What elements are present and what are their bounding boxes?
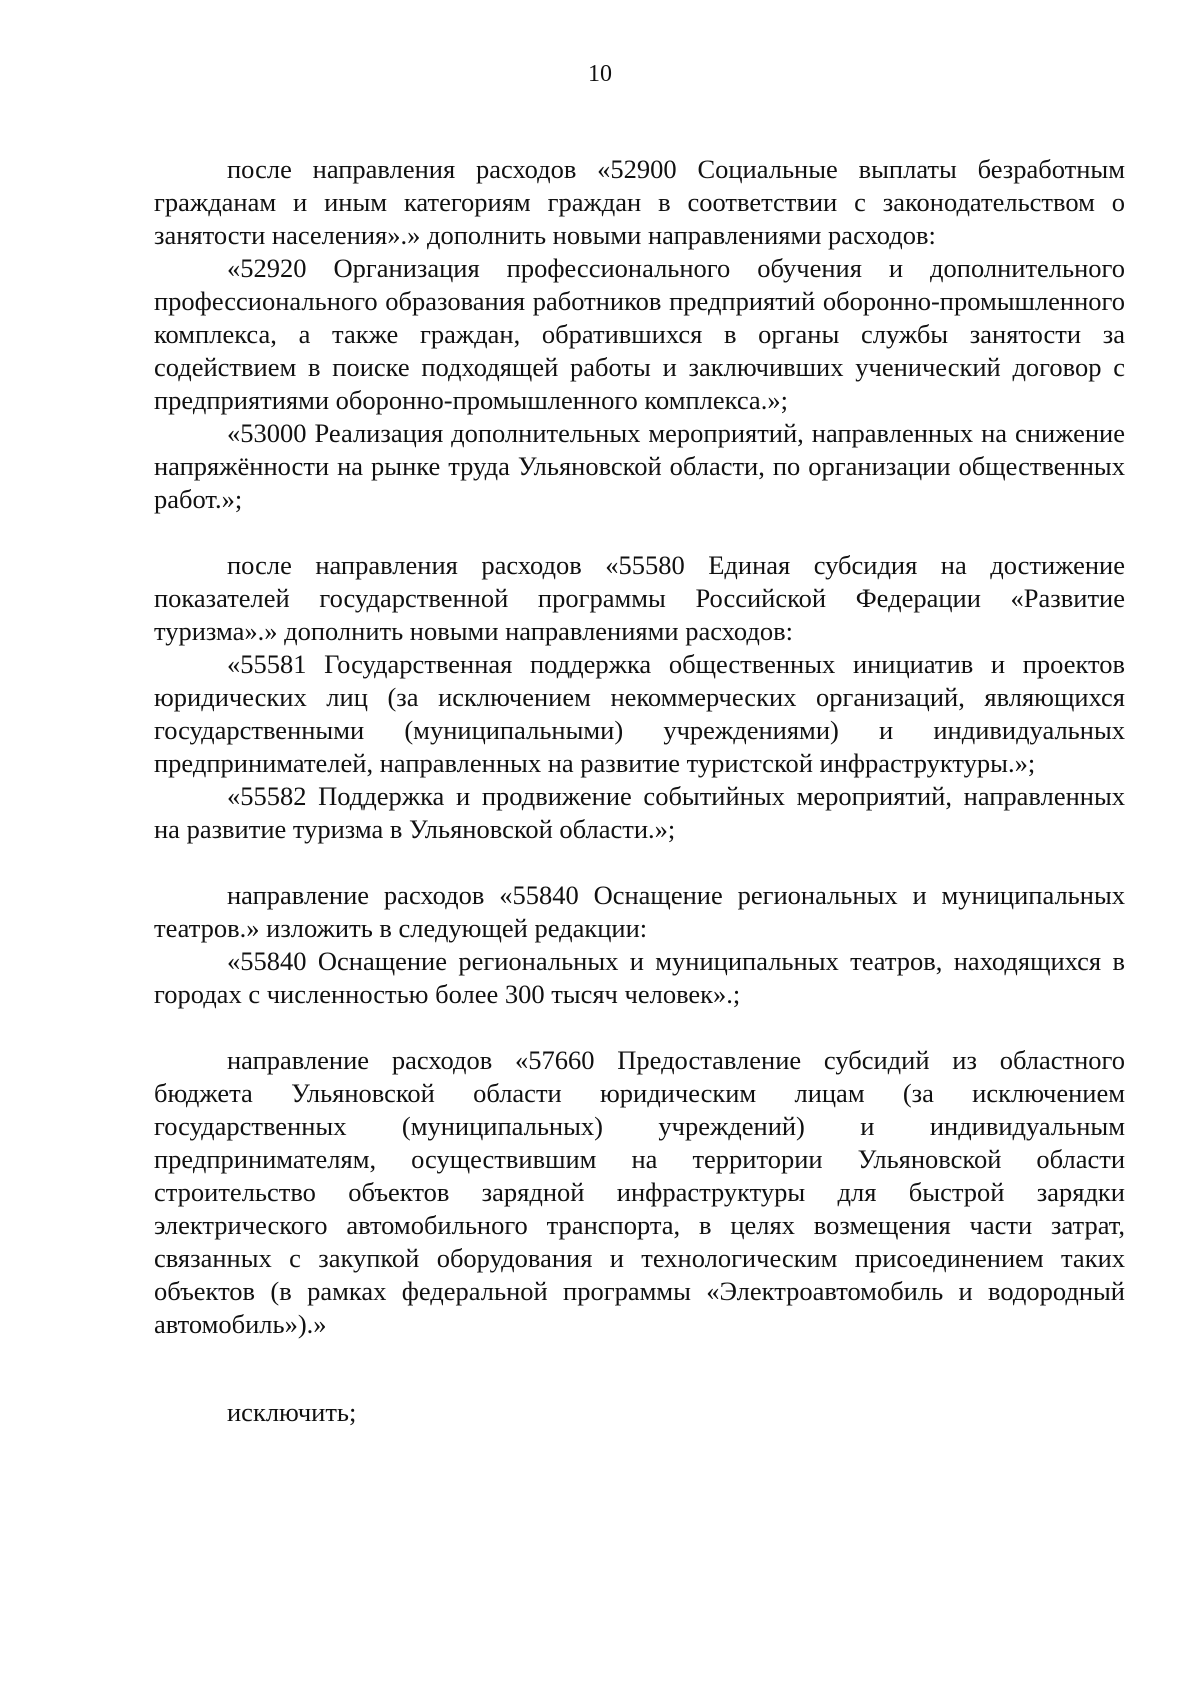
- paragraph-57660: направление расходов «57660 Предоставление субсидий из областного бюджета Ульяновской области юридическим лицам (за исключением государственных (муниципальных) учреждений) и индивидуальным предпринимателям, осуществившим на территории Ульяновской области строительство объектов зарядной инфраструктуры для быстрой зарядки электрического автомобильного транспорта, в целях возмещения части затрат, связанных с закупкой оборудования и технологическим присоединением таких объектов (в рамках федеральной программы «Электроавтомобиль и водородный автомобиль»).»: [154, 1045, 1125, 1339]
- paragraph-55840-direction: направление расходов «55840 Оснащение региональных и муниципальных театров.» изложить в следующей редакции:: [154, 880, 1125, 943]
- paragraph-after-55580: после направления расходов «55580 Единая субсидия на достижение показателей государственной программы Российской Федерации «Развитие туризма».» дополнить новыми направлениями расходов:: [154, 550, 1125, 646]
- document-body: [154, 153, 1125, 1429]
- paragraph-52920: «52920 Организация профессионального обучения и дополнительного профессионального образования работников предприятий оборонно-промышленного комплекса, а также граждан, обратившихся в органы службы занятости за содействием в поиске подходящей работы и заключивших ученический договор с предприятиями оборонно-промышленного комплекса.»;: [154, 253, 1125, 415]
- paragraph-exclude: исключить;: [227, 1397, 357, 1427]
- paragraph-55582: «55582 Поддержка и продвижение событийных мероприятий, направленных на развитие туризма в Ульяновской области.»;: [154, 781, 1125, 844]
- paragraph-53000: «53000 Реализация дополнительных мероприятий, направленных на снижение напряжённости на рынке труда Ульяновской области, по организации общественных работ.»;: [154, 418, 1125, 514]
- page-number: 10: [588, 61, 612, 87]
- paragraph-55840-new-wording: «55840 Оснащение региональных и муниципальных театров, находящихся в городах с численностью более 300 тысяч человек».;: [154, 946, 1125, 1009]
- paragraph-after-52900: после направления расходов «52900 Социальные выплаты безработным гражданам и иным категориям граждан в соответствии с законодательством о занятости населения».» дополнить новыми направлениями расходов:: [154, 154, 1125, 250]
- paragraph-55581: «55581 Государственная поддержка общественных инициатив и проектов юридических лиц (за исключением некоммерческих организаций, являющихся государственными (муниципальными) учреждениями) и индивидуальных предпринимателей, направленных на развитие туристской инфраструктуры.»;: [154, 649, 1125, 778]
